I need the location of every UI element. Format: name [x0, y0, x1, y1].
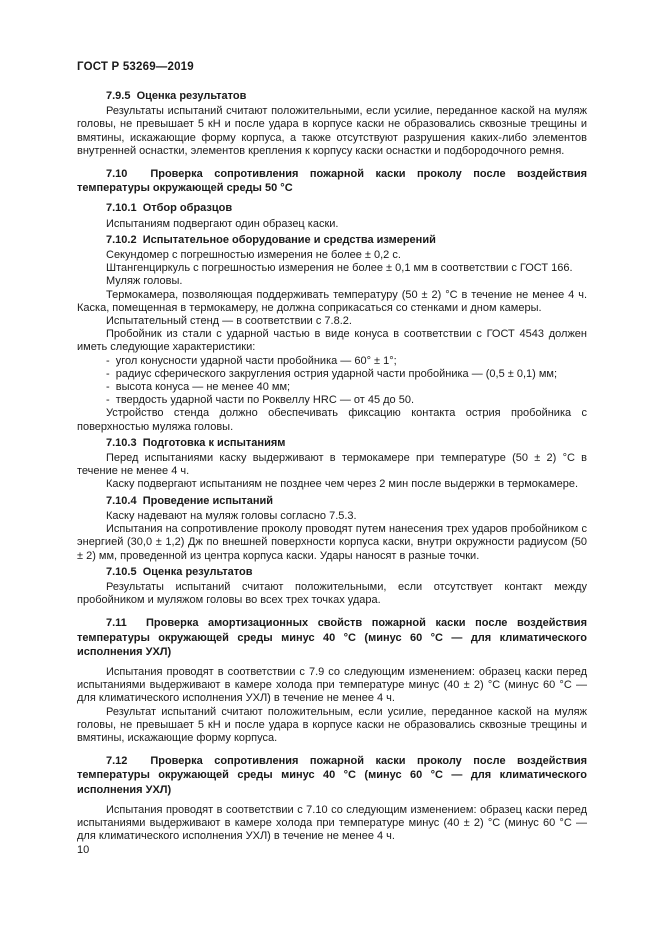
document-body: [77, 87, 587, 843]
section-heading: 7.10 Проверка сопротивления пожарной каски проколу после воздействия температуры окружающей среды 50 °С: [77, 168, 587, 195]
paragraph: Результаты испытаний считают положительными, если отсутствует контакт между пробойником и муляжом головы во всех трех точках удара.: [77, 580, 587, 607]
paragraph: Перед испытаниями каску выдерживают в термокамере при температуре (50 ± 2) °С в течение не менее 4 ч.: [77, 452, 587, 478]
paragraph: Испытательный стенд — в соответствии с 7.8.2.: [106, 315, 352, 328]
paragraph: Пробойник из стали с ударной частью в виде конуса в соответствии с ГОСТ 4543 должен иметь следующие характеристики:: [77, 328, 587, 354]
paragraph: Результат испытаний считают положительным, если усилие, переданное каской на муляж головы, не превышает 5 кН и после удара в корпусе каски не образовались сквозные трещины и вмятины, искажающие форму корпуса.: [77, 705, 587, 744]
subsection-heading: 7.10.4 Проведение испытаний: [106, 494, 274, 507]
paragraph: Испытаниям подвергают один образец каски.: [106, 217, 339, 230]
list-item: - угол конусности ударной части пробойника — 60° ± 1°;: [106, 354, 397, 367]
list-item: - радиус сферического закругления острия ударной части пробойника — (0,5 ± 0,1) мм;: [106, 367, 558, 380]
paragraph: Каску подвергают испытаниям не позднее чем через 2 мин после выдержки в термокамере.: [106, 478, 579, 491]
paragraph: Муляж головы.: [106, 275, 183, 288]
paragraph: Результаты испытаний считают положительными, если усилие, переданное каской на муляж головы, не превышает 5 кН и после удара в корпусе каски не образовались сквозные трещины и вмятины, искажающие форму корпуса, а также отсутствуют разрушения каких-либо элементов внутренней оснастки, элементов крепления к корпусу каски оснастки и подбородочного ремня.: [77, 105, 587, 157]
subsection-heading: 7.10.1 Отбор образцов: [106, 202, 233, 215]
document-header-standard-number: ГОСТ Р 53269—2019: [77, 61, 194, 73]
subsection-heading: 7.10.3 Подготовка к испытаниям: [106, 436, 286, 449]
subsection-heading: 7.10.5 Оценка результатов: [106, 565, 253, 578]
paragraph: Термокамера, позволяющая поддерживать температуру (50 ± 2) °С в течение не менее 4 ч. Каска, помещенная в термокамеру, не должна соприкасаться со стенками и дном камеры.: [77, 288, 587, 314]
paragraph: Каску надевают на муляж головы согласно 7.5.3.: [106, 509, 357, 522]
list-item: - высота конуса — не менее 40 мм;: [106, 381, 291, 394]
section-heading: 7.11 Проверка амортизационных свойств пожарной каски после воздействия температуры окружающей среды минус 40 °С (минус 60 °С — для климатического исполнения УХЛ): [77, 617, 587, 658]
paragraph: Устройство стенда должно обеспечивать фиксацию контакта острия пробойника с поверхностью муляжа головы.: [77, 407, 587, 433]
list-item: - твердость ударной части по Роквеллу HRC — от 45 до 50.: [106, 394, 415, 407]
paragraph: Испытания на сопротивление проколу проводят путем нанесения трех ударов пробойником с энергией (30,0 ± 1,2) Дж по внешней поверхности корпуса каски, внутри окружности радиусом (50 ± 2) мм, проведенной из центра корпуса каски. Удары наносят в разные точки.: [77, 523, 587, 562]
subsection-heading: 7.10.2 Испытательное оборудование и средства измерений: [106, 233, 436, 246]
paragraph: Испытания проводят в соответствии с 7.10 со следующим изменением: образец каски перед испытаниями выдерживают в камере холода при температуре минус (40 ± 2) °С (минус 60 °С — для климатического исполнения УХЛ) в течение не менее 4 ч.: [77, 803, 587, 843]
paragraph: Секундомер с погрешностью измерения не более ± 0,2 с.: [106, 249, 401, 262]
paragraph: Штангенциркуль с погрешностью измерения не более ± 0,1 мм в соответствии с ГОСТ 166.: [106, 262, 573, 275]
paragraph: Испытания проводят в соответствии с 7.9 со следующим изменением: образец каски перед испытаниями выдерживают в камере холода при температуре минус (40 ± 2) °С (минус 60 °С — для климатического исполнения УХЛ) в течение не менее 4 ч.: [77, 665, 587, 705]
section-heading: 7.12 Проверка сопротивления пожарной каски проколу после воздействия температуры окружающей среды минус 40 °С (минус 60 °С — для климатического исполнения УХЛ): [77, 755, 587, 796]
page-number: 10: [77, 844, 90, 856]
subsection-heading: 7.9.5 Оценка результатов: [106, 90, 247, 102]
